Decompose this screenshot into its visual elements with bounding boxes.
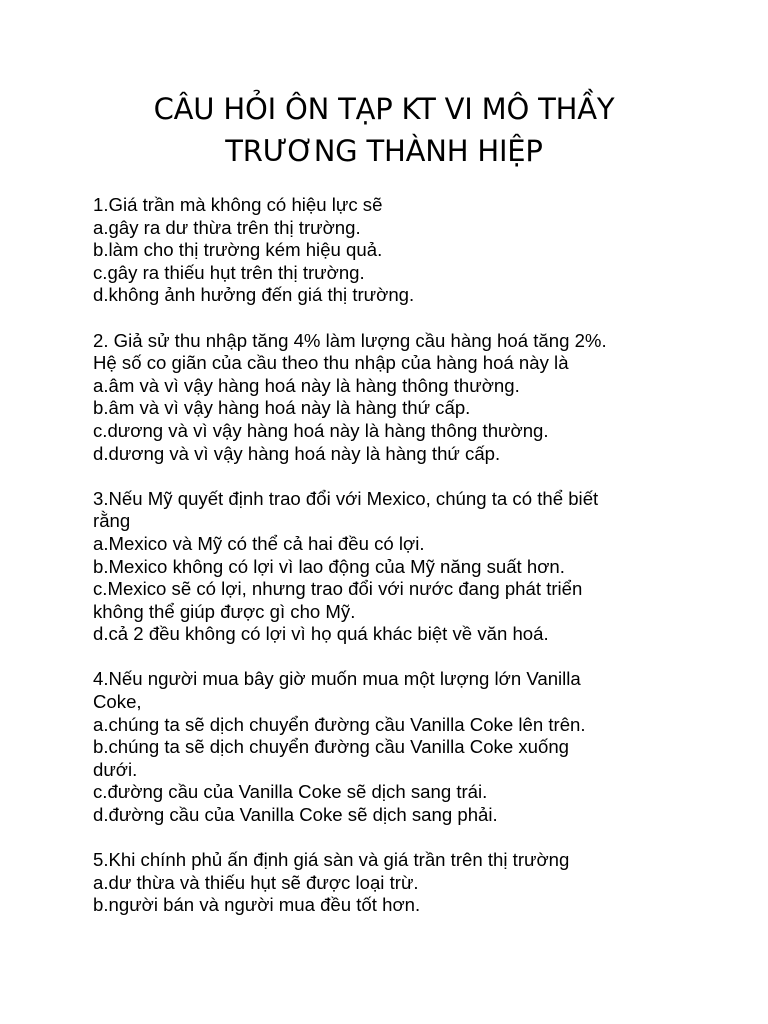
question-4-option-a: a.chúng ta sẽ dịch chuyển đường cầu Vanilla Coke lên trên.: [93, 713, 586, 735]
question-5-stem: 5.Khi chính phủ ấn định giá sàn và giá trần trên thị trường: [93, 849, 570, 871]
question-3-stem: 3.Nếu Mỹ quyết định trao đổi với Mexico, chúng ta có thể biết: [93, 487, 599, 509]
question-4-option-c: c.đường cầu của Vanilla Coke sẽ dịch sang trái.: [93, 781, 488, 803]
question-2-option-c: c.dương và vì vậy hàng hoá này là hàng thông thường.: [93, 419, 549, 441]
question-1: [93, 194, 693, 307]
question-2-option-b: b.âm và vì vậy hàng hoá này là hàng thứ cấp.: [93, 397, 471, 419]
document-title: [60, 88, 708, 172]
question-2-option-d: d.dương và vì vậy hàng hoá này là hàng thứ cấp.: [93, 442, 501, 464]
title-line: TRƯƠNG THÀNH HIỆP: [225, 134, 543, 168]
question-4-stem: 4.Nếu người mua bây giờ muốn mua một lượng lớn Vanilla: [93, 668, 581, 690]
question-1-option-b: b.làm cho thị trường kém hiệu quả.: [93, 239, 383, 261]
question-2-stem-cont: Hệ số co giãn của cầu theo thu nhập của hàng hoá này là: [93, 352, 569, 374]
question-4-option-b-cont: dưới.: [93, 758, 138, 780]
question-3-option-b: b.Mexico không có lợi vì lao động của Mỹ năng suất hơn.: [93, 555, 565, 577]
question-3-stem-cont: rằng: [93, 510, 131, 532]
question-1-option-c: c.gây ra thiếu hụt trên thị trường.: [93, 261, 365, 283]
question-5-option-b: b.người bán và người mua đều tốt hơn.: [93, 894, 421, 916]
question-3-option-c: c.Mexico sẽ có lợi, nhưng trao đổi với nước đang phát triển: [93, 578, 583, 600]
question-3: [93, 488, 693, 646]
question-2-stem: 2. Giả sử thu nhập tăng 4% làm lượng cầu hàng hoá tăng 2%.: [93, 329, 607, 351]
question-3-option-d: d.cả 2 đều không có lợi vì họ quá khác biệt về văn hoá.: [93, 623, 549, 645]
document-body: [93, 194, 693, 940]
question-3-option-c-cont: không thể giúp được gì cho Mỹ.: [93, 600, 356, 622]
question-1-option-d: d.không ảnh hưởng đến giá thị trường.: [93, 284, 415, 306]
title-line: CÂU HỎI ÔN TẠP KT VI MÔ THẦY: [153, 92, 615, 126]
question-3-option-a: a.Mexico và Mỹ có thể cả hai đều có lợi.: [93, 532, 425, 554]
question-2: [93, 330, 693, 466]
question-4-option-b: b.chúng ta sẽ dịch chuyển đường cầu Vanilla Coke xuống: [93, 736, 570, 758]
question-5: [93, 849, 693, 917]
question-1-stem: 1.Giá trần mà không có hiệu lực sẽ: [93, 194, 383, 215]
question-4-option-d: d.đường cầu của Vanilla Coke sẽ dịch sang phải.: [93, 804, 498, 826]
question-5-option-a: a.dư thừa và thiếu hụt sẽ được loại trừ.: [93, 871, 419, 893]
question-4-stem-cont: Coke,: [93, 691, 142, 713]
question-4: [93, 668, 693, 826]
question-2-option-a: a.âm và vì vậy hàng hoá này là hàng thông thường.: [93, 374, 520, 396]
question-1-option-a: a.gây ra dư thừa trên thị trường.: [93, 216, 361, 238]
